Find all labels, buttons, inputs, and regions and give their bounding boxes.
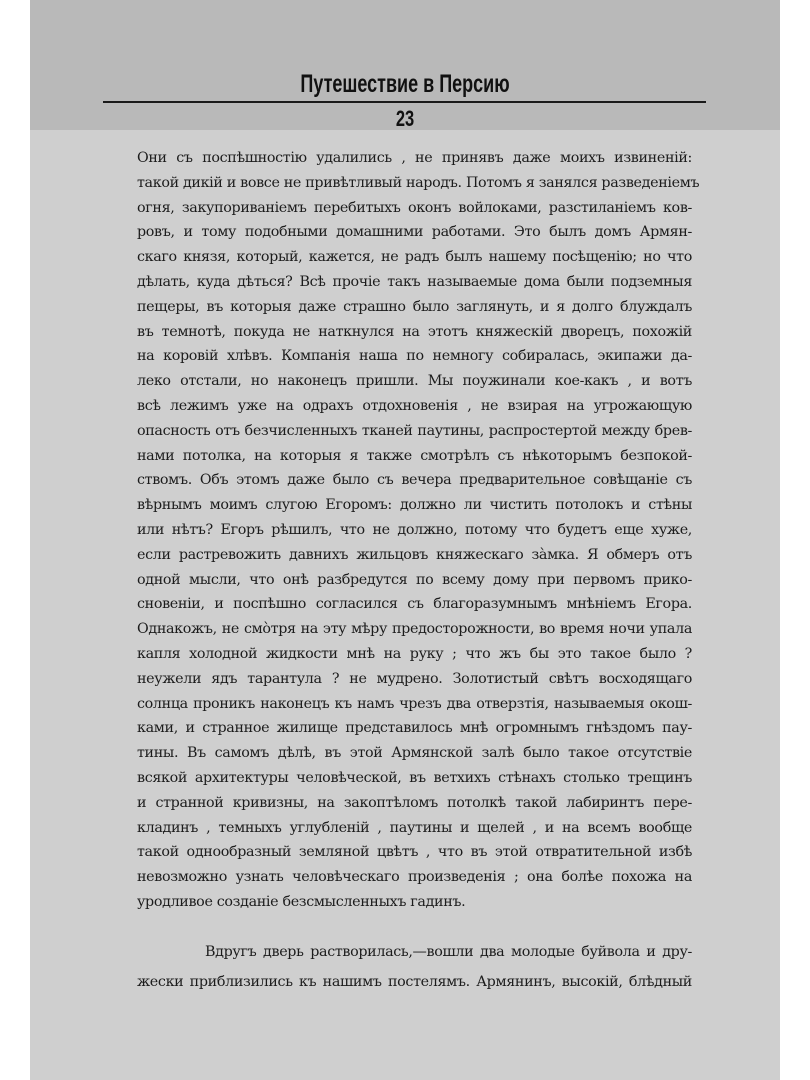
- text-line: тины. Въ самомъ дѣлѣ, въ этой Армянской залѣ было такое отсутствіе: [137, 745, 692, 762]
- text-line: такой дикій и вовсе не привѣтливый народъ. Потомъ я занялся разведеніемъ: [137, 174, 700, 191]
- text-line: въ темнотѣ, покуда не наткнулся на этотъ княжескій дворецъ, похожій: [137, 323, 692, 340]
- text-line: всякой архитектуры человѣческой, въ ветхихъ стѣнахъ столько трещинъ: [137, 770, 692, 786]
- text-line: неужели ядъ тарантула ? не мудрено. Золотистый свѣтъ восходящаго: [137, 670, 692, 687]
- text-line: сновеніи, и поспѣшно согласился съ благоразумнымъ мнѣніемъ Егора.: [137, 596, 692, 613]
- text-line: леко отстали, но наконецъ пришли. Мы поужинали кое-какъ , и вотъ: [137, 373, 692, 390]
- text-line: ровъ, и тому подобными домашними работами. Это былъ домъ Армян-: [137, 224, 692, 241]
- text-line: такой однообразный земляной цвѣтъ , что въ этой отвратительной избѣ: [137, 844, 692, 861]
- page-number: 23: [395, 106, 415, 131]
- text-line: кладинъ , темныхъ углубленій , паутины и щелей , и на всемъ вообще: [137, 819, 692, 836]
- text-line: опасность отъ безчисленныхъ тканей паутины, распростертой между брев-: [137, 422, 692, 439]
- text-line: ками, и странное жилище представилось мнѣ огромнымъ гнѣздомъ пау-: [137, 720, 692, 737]
- text-line: Вдругъ дверь растворилась,—вошли два молодые буйвола и дру-: [205, 944, 692, 960]
- header-rule: [103, 101, 706, 103]
- text-line: солнца проникъ наконецъ къ намъ чрезъ два отверзтія, называемыя окош-: [137, 695, 692, 712]
- text-line: и странной кривизны, на закоптѣломъ потолкѣ такой лабиринтъ пере-: [137, 794, 692, 811]
- text-line: уродливое созданіе безсмысленныхъ гадинъ.: [137, 894, 466, 910]
- text-line: Они съ поспѣшностію удалились , не принявъ даже моихъ извиненій:: [137, 150, 692, 166]
- text-line: огня, закупориваніемъ перебитыхъ оконъ войлоками, разстиланіемъ ков-: [137, 199, 692, 216]
- text-line: Однакожъ, не смòтря на эту мѣру предосторожности, во время ночи упала: [137, 621, 692, 638]
- text-line: если растревожить давнихъ жильцовъ княжескаго зàмка. Я обмеръ отъ: [137, 546, 692, 563]
- text-line: одной мысли, что онѣ разбредутся по всему дому при первомъ прико-: [137, 571, 692, 588]
- text-line: всѣ лежимъ уже на одрахъ отдохновенія , не взирая на угрожающую: [137, 398, 692, 414]
- text-line: или нѣтъ? Егоръ рѣшилъ, что не должно, потому что будетъ еще хуже,: [137, 522, 692, 538]
- text-line: вѣрнымъ моимъ слугою Егоромъ: должно ли чистить потолокъ и стѣны: [137, 497, 692, 514]
- text-line: скаго князя, который, кажется, не радъ былъ нашему посѣщенію; но что: [137, 249, 692, 266]
- text-line: жески приблизились къ нашимъ постелямъ. Армянинъ, высокій, блѣдный: [137, 974, 692, 990]
- text-line: капля холодной жидкости мнѣ на руку ; что жъ бы это такое было ?: [137, 646, 692, 662]
- text-line: нами потолка, на которыя я также смотрѣлъ съ нѣкоторымъ безпокой-: [137, 447, 692, 464]
- text-line: ствомъ. Объ этомъ даже было съ вечера предварительное совѣщаніе съ: [137, 472, 692, 489]
- scanned-page: [30, 0, 780, 1080]
- running-title: Путешествие в Персию: [300, 70, 510, 98]
- text-line: на коровій хлѣвъ. Компанія наша по немногу собиралась, экипажи да-: [137, 348, 692, 365]
- text-line: пещеры, въ которыя даже страшно было заглянуть, и я долго блуждалъ: [137, 298, 692, 315]
- text-line: невозможно узнать человѣческаго произведенія ; она болѣе похожа на: [137, 869, 692, 886]
- text-line: дѣлать, куда дѣться? Всѣ прочіе такъ называемые дома были подземныя: [137, 274, 692, 290]
